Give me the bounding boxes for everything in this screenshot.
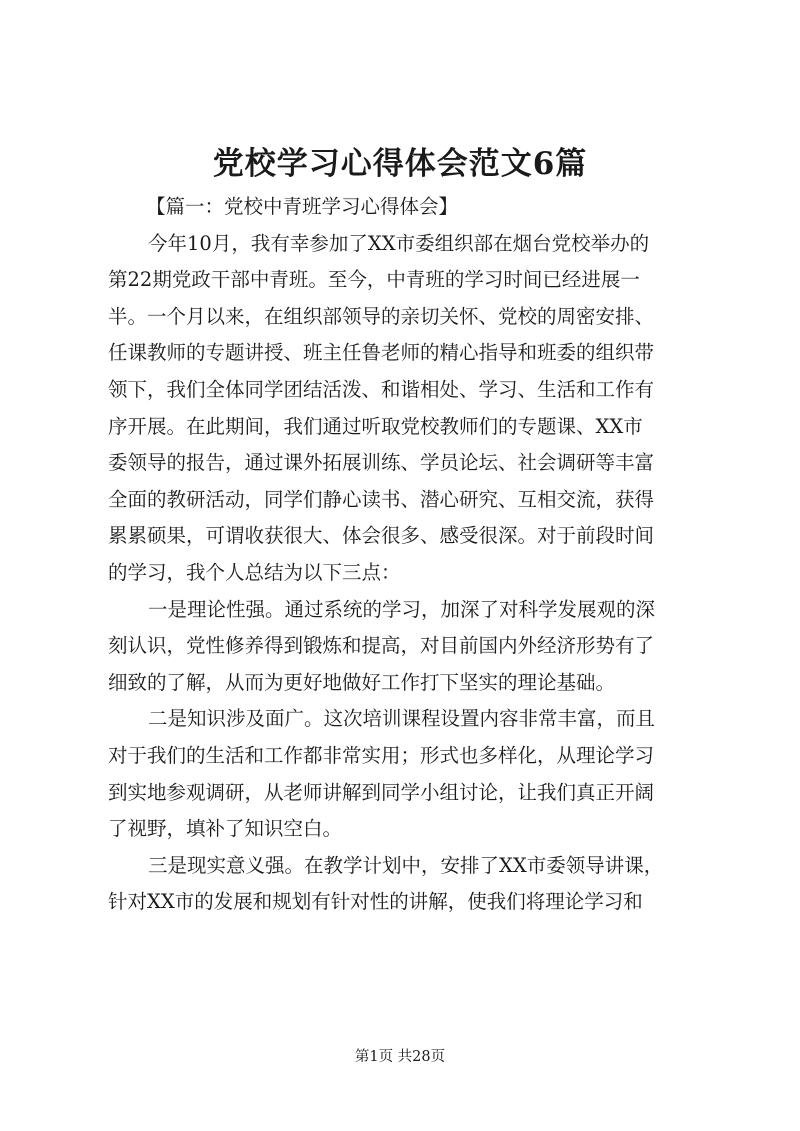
- paragraph-line: 委领导的报告，通过课外拓展训练、学员论坛、社会调研等丰富: [108, 451, 655, 475]
- paragraph-line: 任课教师的专题讲授、班主任鲁老师的精心指导和班委的组织带: [108, 341, 655, 365]
- paragraph-line: 序开展。在此期间，我们通过听取党校教师们的专题课、XX市: [108, 414, 643, 438]
- document-title: 党校学习心得体会范文6篇: [212, 146, 588, 182]
- paragraph-line: 二是知识涉及面广。这次培训课程设置内容非常丰富，而且: [148, 707, 656, 731]
- paragraph-line: 细致的了解，从而为更好地做好工作打下坚实的理论基础。: [108, 670, 616, 694]
- paragraph-line: 一是理论性强。通过系统的学习，加深了对科学发展观的深: [148, 597, 656, 621]
- paragraph-line: 到实地参观调研，从老师讲解到同学小组讨论，让我们真正开阔: [108, 780, 655, 804]
- paragraph-line: 针对XX市的发展和规划有针对性的讲解，使我们将理论学习和: [108, 890, 643, 914]
- paragraph-line: 了视野，填补了知识空白。: [108, 817, 343, 841]
- paragraph-line: 累累硕果，可谓收获很大、体会很多、感受很深。对于前段时间: [108, 524, 655, 548]
- paragraph-line: 领下，我们全体同学团结活泼、和谐相处、学习、生活和工作有: [108, 377, 655, 401]
- paragraph-line: 第22期党政干部中青班。至今，中青班的学习时间已经进展一: [108, 268, 640, 292]
- document-body: [108, 189, 708, 921]
- paragraph-line: 半。一个月以来，在组织部领导的亲切关怀、党校的周密安排、: [108, 304, 655, 328]
- paragraph-line: 的学习，我个人总结为以下三点：: [108, 560, 401, 584]
- section-heading: 【篇一：党校中青班学习心得体会】: [146, 195, 459, 218]
- paragraph-line: 今年10月，我有幸参加了XX市委组织部在烟台党校举办的: [148, 231, 650, 255]
- paragraph-line: 三是现实意义强。在教学计划中，安排了XX市委领导讲课，: [148, 853, 664, 877]
- paragraph-line: 全面的教研活动，同学们静心读书、潜心研究、互相交流，获得: [108, 487, 655, 511]
- page-number-footer: 第1页 共28页: [354, 1049, 446, 1065]
- paragraph-line: 刻认识，党性修养得到锻炼和提高，对目前国内外经济形势有了: [108, 634, 655, 658]
- paragraph-line: 对于我们的生活和工作都非常实用；形式也多样化，从理论学习: [108, 743, 655, 767]
